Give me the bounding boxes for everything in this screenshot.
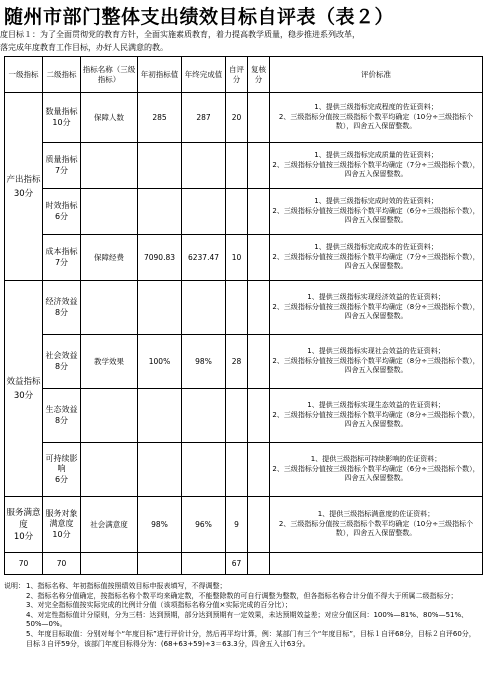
header-review-score: 复核分 <box>248 57 270 93</box>
row-name: 保障经费 <box>81 235 138 281</box>
header-lv3: 指标名称（三级指标） <box>81 57 138 93</box>
row-lv2: 社会效益 8分 <box>43 335 81 389</box>
row-score <box>226 389 248 443</box>
table-row <box>5 497 483 553</box>
row-lv2: 服务对象满意度 10分 <box>43 497 81 553</box>
row-review <box>248 443 270 497</box>
row-criteria: 1、提供三级指标完成成本的佐证资料； 2、三级指标分值按三级指标个数平均确定（7分÷三级指标个数），四舍五入保留整数。 <box>270 235 483 281</box>
row-review <box>248 93 270 143</box>
header-lv2: 二级指标 <box>43 57 81 93</box>
notes-label: 说明： <box>4 582 25 590</box>
row-review <box>248 235 270 281</box>
row-score <box>226 189 248 235</box>
evaluation-table <box>4 56 483 575</box>
note-item: 1、指标名称、年初指标值按照绩效目标申报表填写，不得调整； <box>26 582 227 590</box>
row-start: 100% <box>138 335 182 389</box>
row-start <box>138 189 182 235</box>
row-score <box>226 281 248 335</box>
row-score: 9 <box>226 497 248 553</box>
row-start <box>138 443 182 497</box>
note-item: 2、指标名称分值确定，按指标名称个数平均来确定数，不能整除数的可自行调整为整数，但各指标名称合计分值不得大于所属二级指标分； <box>26 591 458 600</box>
row-lv2: 数量指标 10分 <box>43 93 81 143</box>
row-end <box>182 281 226 335</box>
row-criteria: 1、提供三级指标可持续影响的佐证资料； 2、三级指标分值按三级指标个数平均确定（6分÷三级指标个数），四舍五入保留整数。 <box>270 443 483 497</box>
goal-line-2: 落完成年度教育工作目标，办好人民满意的教。 <box>0 43 168 52</box>
table-row <box>5 189 483 235</box>
notes <box>4 582 482 649</box>
row-criteria: 1、提供三级指标实现经济效益的佐证资料； 2、三级指标分值按三级指标个数平均确定（8分÷三级指标个数），四舍五入保留整数。 <box>270 281 483 335</box>
total-c1: 70 <box>5 553 43 575</box>
group-service: 服务满意度 10分 <box>5 497 43 553</box>
row-end: 96% <box>182 497 226 553</box>
row-name: 社会满意度 <box>81 497 138 553</box>
row-score: 20 <box>226 93 248 143</box>
row-lv2: 经济效益 8分 <box>43 281 81 335</box>
row-name <box>81 443 138 497</box>
row-name <box>81 281 138 335</box>
table-row <box>5 443 483 497</box>
row-end <box>182 143 226 189</box>
row-lv2: 质量指标 7分 <box>43 143 81 189</box>
table-row <box>5 93 483 143</box>
table-header <box>5 57 483 93</box>
row-review <box>248 143 270 189</box>
row-start: 7090.83 <box>138 235 182 281</box>
row-review <box>248 335 270 389</box>
row-score <box>226 143 248 189</box>
row-lv2: 成本指标 7分 <box>43 235 81 281</box>
header-criteria: 评价标准 <box>270 57 483 93</box>
row-criteria: 1、提供三级指标实现社会效益的佐证资料； 2、三级指标分值按三级指标个数平均确定（8分÷三级指标个数），四舍五入保留整数。 <box>270 335 483 389</box>
row-end <box>182 389 226 443</box>
row-review <box>248 389 270 443</box>
row-score <box>226 443 248 497</box>
page-title: 随州市部门整体支出绩效目标自评表（表２） <box>4 6 395 28</box>
table-row <box>5 389 483 443</box>
row-end <box>182 189 226 235</box>
table-row <box>5 235 483 281</box>
row-start: 98% <box>138 497 182 553</box>
row-name: 教学效果 <box>81 335 138 389</box>
row-end: 6237.47 <box>182 235 226 281</box>
row-name: 保障人数 <box>81 93 138 143</box>
group-benefit: 效益指标 30分 <box>5 281 43 497</box>
row-name <box>81 143 138 189</box>
header-end: 年终完成值 <box>182 57 226 93</box>
row-end: 287 <box>182 93 226 143</box>
row-criteria: 1、提供三级指标完成程度的佐证资料； 2、三级指标分值按三级指标个数平均确定（10分÷三级指标个数），四舍五入保留整数。 <box>270 93 483 143</box>
row-score: 28 <box>226 335 248 389</box>
row-criteria: 1、提供三级指标完成质量的佐证资料； 2、三级指标分值按三级指标个数平均确定（7分÷三级指标个数），四舍五入保留整数。 <box>270 143 483 189</box>
row-review <box>248 281 270 335</box>
table-row <box>5 335 483 389</box>
header-start: 年初指标值 <box>138 57 182 93</box>
note-item: 4、对定性指标值计分原则，分为三档：达到预期，部分达到预期有一定效果，未达预期效益差；对应分值区间：100%—81%、80%—51%、50%—0%。 <box>26 610 469 629</box>
group-output: 产出指标 30分 <box>5 93 43 281</box>
total-row <box>5 553 483 575</box>
row-name <box>81 189 138 235</box>
header-lv1: 一级指标 <box>5 57 43 93</box>
row-review <box>248 189 270 235</box>
note-item: 5、年度目标取值：分别对每个“年度目标”进行评价计分，然后再平均计算，例：某部门有三个“年度目标”，目标１自评68分，目标２自评60分，目标３自评59分，该部门年度目标得分为：(68+63+59)÷3＝63.3分，四舍五入计63分。 <box>26 629 476 648</box>
row-end: 98% <box>182 335 226 389</box>
row-criteria: 1、提供三级指标完成时效的佐证资料； 2、三级指标分值按三级指标个数平均确定（6分÷三级指标个数），四舍五入保留整数。 <box>270 189 483 235</box>
row-review <box>248 497 270 553</box>
annual-goal <box>0 28 484 54</box>
row-criteria: 1、提供三级指标满意度的佐证资料； 2、三级指标分值按三级指标个数平均确定（10分÷三级指标个数），四舍五入保留整数。 <box>270 497 483 553</box>
row-name <box>81 389 138 443</box>
header-self-score: 自评分 <box>226 57 248 93</box>
row-score: 10 <box>226 235 248 281</box>
row-criteria: 1、提供三级指标实现生态效益的佐证资料； 2、三级指标分值按三级指标个数平均确定（8分÷三级指标个数），四舍五入保留整数。 <box>270 389 483 443</box>
row-lv2: 生态效益 8分 <box>43 389 81 443</box>
note-item: 3、对完全指标值按实际完成的比例计分值（该项指标名称分值×实际完成的百分比）； <box>26 601 292 610</box>
total-score: 67 <box>226 553 248 575</box>
row-end <box>182 443 226 497</box>
row-lv2: 时效指标 6分 <box>43 189 81 235</box>
table-row <box>5 143 483 189</box>
goal-line-1: 度目标１：为了全面贯彻党的教育方针，全面实施素质教育，着力提高教学质量，稳步推进系列改革， <box>0 30 360 39</box>
row-lv2: 可持续影响 6分 <box>43 443 81 497</box>
row-start <box>138 281 182 335</box>
row-start <box>138 389 182 443</box>
table-row <box>5 281 483 335</box>
total-c2: 70 <box>43 553 81 575</box>
row-start: 285 <box>138 93 182 143</box>
row-start <box>138 143 182 189</box>
